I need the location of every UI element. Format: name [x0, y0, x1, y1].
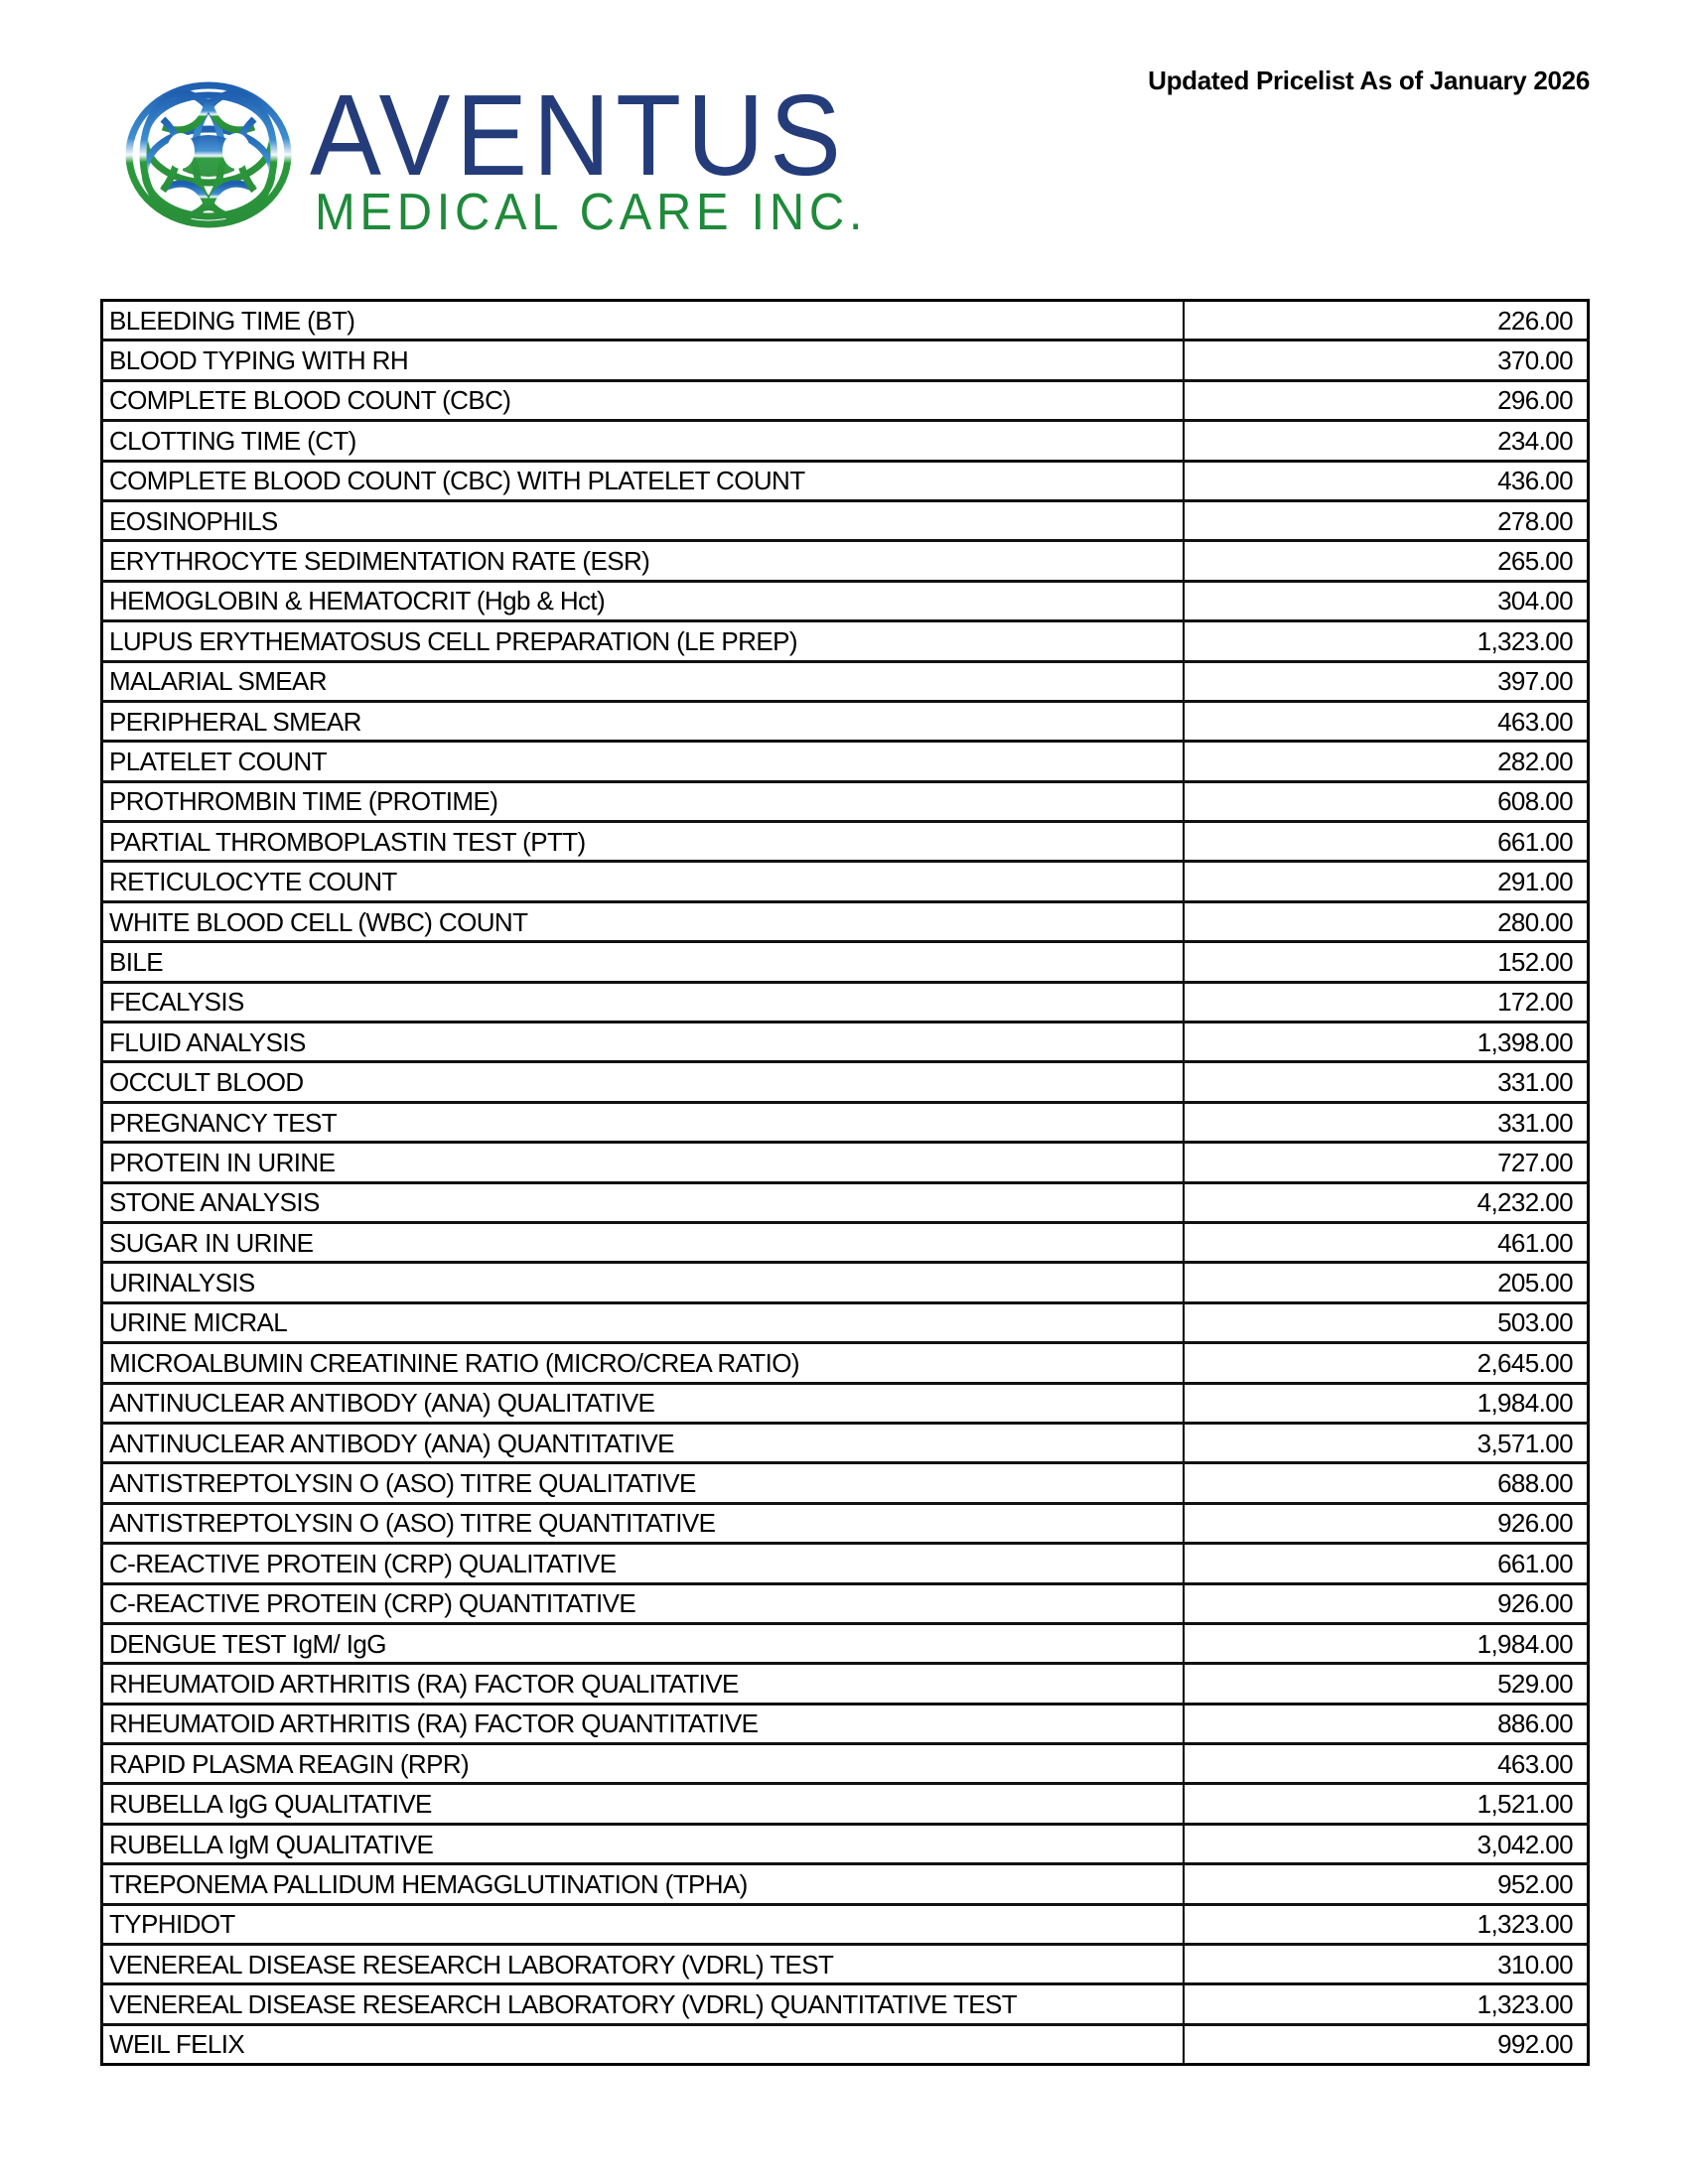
test-price-cell: 529.00 [1184, 1664, 1589, 1704]
test-name-cell: PREGNANCY TEST [102, 1102, 1185, 1142]
test-price-cell: 463.00 [1184, 701, 1589, 741]
table-row [102, 1784, 1589, 1824]
test-name-cell: CLOTTING TIME (CT) [102, 421, 1185, 461]
pricelist-table [100, 299, 1590, 2066]
table-row [102, 1544, 1589, 1583]
table-row [102, 1583, 1589, 1623]
table-row [102, 1383, 1589, 1423]
test-price-cell: 1,984.00 [1184, 1623, 1589, 1663]
test-name-cell: OCCULT BLOOD [102, 1062, 1185, 1102]
tree-of-life-emblem-icon [123, 79, 294, 230]
test-price-cell: 886.00 [1184, 1704, 1589, 1743]
table-row [102, 1222, 1589, 1262]
table-row [102, 1423, 1589, 1462]
table-row [102, 1904, 1589, 1944]
table-row [102, 862, 1589, 901]
table-row [102, 500, 1589, 540]
table-row [102, 1623, 1589, 1663]
test-name-cell: STONE ANALYSIS [102, 1182, 1185, 1222]
table-row [102, 1864, 1589, 1904]
table-row [102, 742, 1589, 781]
test-name-cell: HEMOGLOBIN & HEMATOCRIT (Hgb & Hct) [102, 581, 1185, 620]
test-price-cell: 926.00 [1184, 1503, 1589, 1543]
test-price-cell: 205.00 [1184, 1263, 1589, 1302]
test-name-cell: ANTINUCLEAR ANTIBODY (ANA) QUANTITATIVE [102, 1423, 1185, 1462]
test-name-cell: FLUID ANALYSIS [102, 1023, 1185, 1062]
brand-name: AVENTUS [310, 70, 847, 200]
test-name-cell: MALARIAL SMEAR [102, 661, 1185, 701]
test-name-cell: WEIL FELIX [102, 2024, 1185, 2064]
test-name-cell: RUBELLA IgM QUALITATIVE [102, 1824, 1185, 1863]
brand-subtitle: MEDICAL CARE INC. [315, 184, 868, 241]
test-price-cell: 2,645.00 [1184, 1343, 1589, 1383]
test-name-cell: LUPUS ERYTHEMATOSUS CELL PREPARATION (LE PREP) [102, 621, 1185, 661]
test-name-cell: URINE MICRAL [102, 1302, 1185, 1342]
test-name-cell: TYPHIDOT [102, 1904, 1185, 1944]
test-price-cell: 1,323.00 [1184, 1984, 1589, 2024]
table-row [102, 1062, 1589, 1102]
test-name-cell: BILE [102, 942, 1185, 982]
test-price-cell: 992.00 [1184, 2024, 1589, 2064]
test-price-cell: 291.00 [1184, 862, 1589, 901]
table-row [102, 1182, 1589, 1222]
test-name-cell: BLOOD TYPING WITH RH [102, 341, 1185, 380]
test-price-cell: 3,571.00 [1184, 1423, 1589, 1462]
test-name-cell: VENEREAL DISEASE RESEARCH LABORATORY (VDRL) QUANTITATIVE TEST [102, 1984, 1185, 2024]
test-price-cell: 952.00 [1184, 1864, 1589, 1904]
table-row [102, 1343, 1589, 1383]
test-price-cell: 926.00 [1184, 1583, 1589, 1623]
test-price-cell: 296.00 [1184, 380, 1589, 420]
table-row [102, 1824, 1589, 1863]
table-row [102, 1744, 1589, 1784]
test-price-cell: 1,323.00 [1184, 621, 1589, 661]
test-price-cell: 1,984.00 [1184, 1383, 1589, 1423]
table-row [102, 1503, 1589, 1543]
table-row [102, 942, 1589, 982]
test-price-cell: 331.00 [1184, 1062, 1589, 1102]
test-name-cell: PLATELET COUNT [102, 742, 1185, 781]
test-name-cell: RAPID PLASMA REAGIN (RPR) [102, 1744, 1185, 1784]
test-price-cell: 463.00 [1184, 1744, 1589, 1784]
test-price-cell: 436.00 [1184, 461, 1589, 500]
pricelist-table-body [102, 301, 1589, 2065]
test-price-cell: 282.00 [1184, 742, 1589, 781]
test-price-cell: 661.00 [1184, 1544, 1589, 1583]
table-row [102, 1263, 1589, 1302]
table-row [102, 1463, 1589, 1503]
table-row [102, 1945, 1589, 1984]
table-row [102, 982, 1589, 1022]
table-row [102, 380, 1589, 420]
test-price-cell: 397.00 [1184, 661, 1589, 701]
test-name-cell: PERIPHERAL SMEAR [102, 701, 1185, 741]
test-name-cell: EOSINOPHILS [102, 500, 1185, 540]
test-name-cell: ANTINUCLEAR ANTIBODY (ANA) QUALITATIVE [102, 1383, 1185, 1423]
table-row [102, 901, 1589, 941]
test-name-cell: RETICULOCYTE COUNT [102, 862, 1185, 901]
table-row [102, 1302, 1589, 1342]
test-name-cell: RHEUMATOID ARTHRITIS (RA) FACTOR QUANTITATIVE [102, 1704, 1185, 1743]
test-name-cell: RHEUMATOID ARTHRITIS (RA) FACTOR QUALITATIVE [102, 1664, 1185, 1704]
test-name-cell: SUGAR IN URINE [102, 1222, 1185, 1262]
test-price-cell: 688.00 [1184, 1463, 1589, 1503]
table-row [102, 822, 1589, 862]
table-row [102, 781, 1589, 821]
test-name-cell: ERYTHROCYTE SEDIMENTATION RATE (ESR) [102, 541, 1185, 581]
test-price-cell: 727.00 [1184, 1143, 1589, 1182]
test-name-cell: BLEEDING TIME (BT) [102, 301, 1185, 341]
test-name-cell: COMPLETE BLOOD COUNT (CBC) [102, 380, 1185, 420]
test-name-cell: VENEREAL DISEASE RESEARCH LABORATORY (VDRL) TEST [102, 1945, 1185, 1984]
table-row [102, 1704, 1589, 1743]
table-row [102, 1102, 1589, 1142]
test-name-cell: C-REACTIVE PROTEIN (CRP) QUALITATIVE [102, 1544, 1185, 1583]
table-row [102, 301, 1589, 341]
test-name-cell: PROTHROMBIN TIME (PROTIME) [102, 781, 1185, 821]
test-name-cell: ANTISTREPTOLYSIN O (ASO) TITRE QUALITATIVE [102, 1463, 1185, 1503]
test-price-cell: 234.00 [1184, 421, 1589, 461]
table-row [102, 661, 1589, 701]
table-row [102, 341, 1589, 380]
test-price-cell: 661.00 [1184, 822, 1589, 862]
test-name-cell: ANTISTREPTOLYSIN O (ASO) TITRE QUANTITATIVE [102, 1503, 1185, 1543]
test-name-cell: COMPLETE BLOOD COUNT (CBC) WITH PLATELET COUNT [102, 461, 1185, 500]
test-price-cell: 370.00 [1184, 341, 1589, 380]
test-name-cell: C-REACTIVE PROTEIN (CRP) QUANTITATIVE [102, 1583, 1185, 1623]
test-price-cell: 1,521.00 [1184, 1784, 1589, 1824]
test-name-cell: RUBELLA IgG QUALITATIVE [102, 1784, 1185, 1824]
table-row [102, 2024, 1589, 2064]
test-price-cell: 226.00 [1497, 305, 1573, 336]
test-name-cell: TREPONEMA PALLIDUM HEMAGGLUTINATION (TPHA) [102, 1864, 1185, 1904]
test-price-cell: 3,042.00 [1184, 1824, 1589, 1863]
test-price-cell: 4,232.00 [1184, 1182, 1589, 1222]
test-name-cell: WHITE BLOOD CELL (WBC) COUNT [102, 901, 1185, 941]
table-row [102, 1023, 1589, 1062]
test-name-cell: FECALYSIS [102, 982, 1185, 1022]
test-price-cell: 265.00 [1184, 541, 1589, 581]
test-price-cell: 152.00 [1184, 942, 1589, 982]
test-price-cell: 310.00 [1184, 1945, 1589, 1984]
table-row [102, 701, 1589, 741]
test-price-cell: 1,398.00 [1184, 1023, 1589, 1062]
test-name-cell: MICROALBUMIN CREATININE RATIO (MICRO/CREA RATIO) [102, 1343, 1185, 1383]
test-price-cell: 503.00 [1184, 1302, 1589, 1342]
table-row [102, 581, 1589, 620]
test-price-cell: 1,323.00 [1184, 1904, 1589, 1944]
test-price-cell: 608.00 [1184, 781, 1589, 821]
table-row [102, 1984, 1589, 2024]
test-price-cell: 172.00 [1184, 982, 1589, 1022]
test-price-cell: 304.00 [1184, 581, 1589, 620]
table-row [102, 541, 1589, 581]
company-logo [121, 70, 896, 241]
table-row [102, 461, 1589, 500]
test-price-cell: 461.00 [1184, 1222, 1589, 1262]
table-row [102, 1143, 1589, 1182]
test-name-cell: PARTIAL THROMBOPLASTIN TEST (PTT) [102, 822, 1185, 862]
test-price-cell: 331.00 [1184, 1102, 1589, 1142]
table-row [102, 421, 1589, 461]
table-row [102, 1664, 1589, 1704]
table-row [102, 621, 1589, 661]
test-price-cell: 280.00 [1184, 901, 1589, 941]
test-price-cell: 278.00 [1184, 500, 1589, 540]
test-name-cell: URINALYSIS [102, 1263, 1185, 1302]
test-name-cell: PROTEIN IN URINE [102, 1143, 1185, 1182]
test-name-cell: DENGUE TEST IgM/ IgG [102, 1623, 1185, 1663]
pricelist-date-heading: Updated Pricelist As of January 2026 [1148, 66, 1590, 95]
